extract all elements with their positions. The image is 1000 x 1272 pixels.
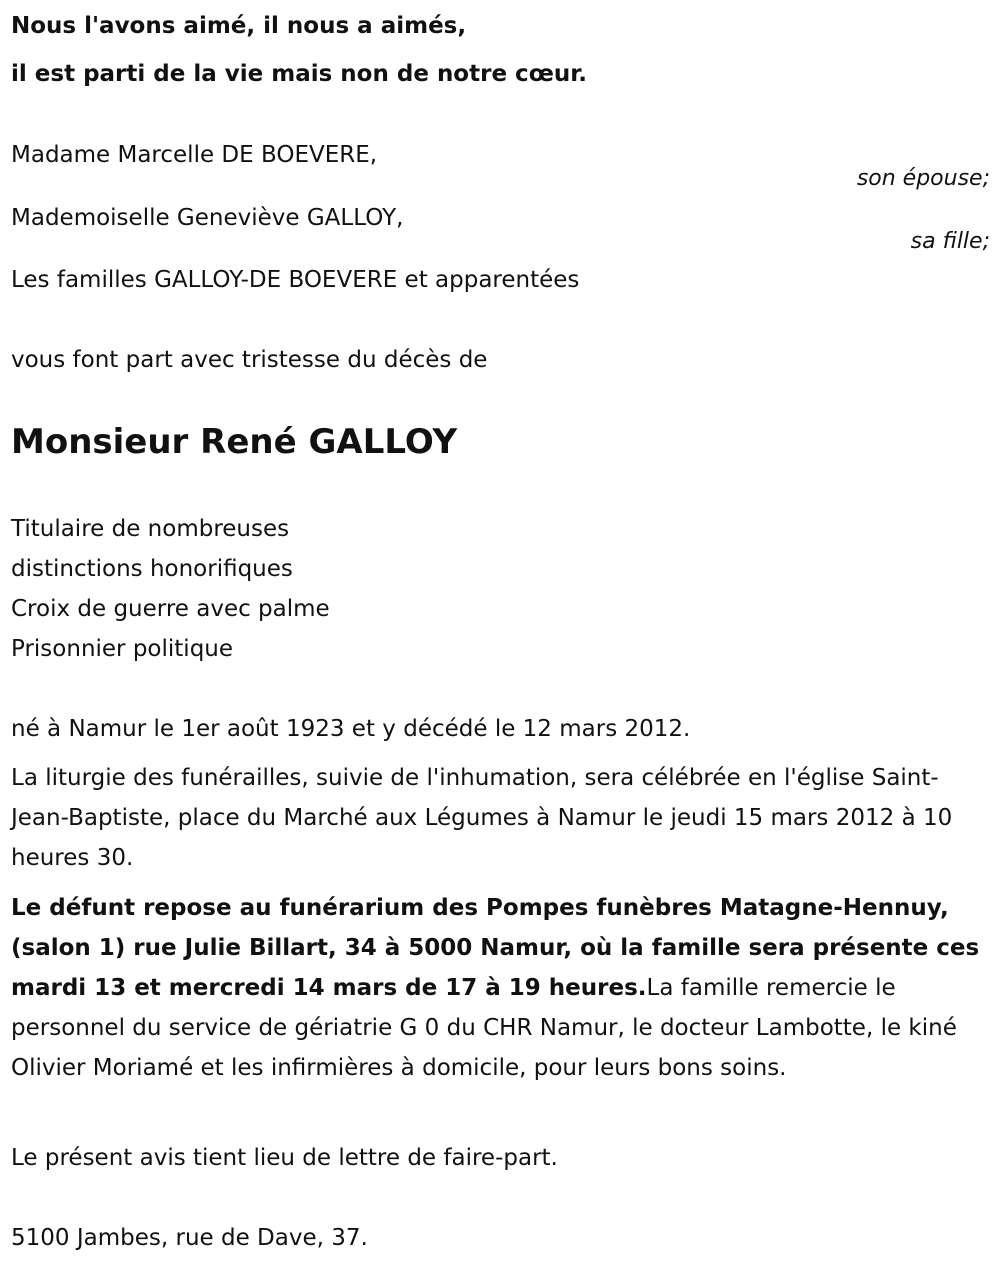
funerarium-bold-text: Le défunt repose au funérarium des Pompes funèbres Matagne-Hennuy, (salon 1) rue Julie Billart, 34 à 5000 Namur, où la famille sera présente ces mardi 13 et mercredi 14 mars de 17 à 19 heures.: [11, 895, 980, 1001]
notice-line: Le présent avis tient lieu de lettre de faire-part.: [11, 1145, 558, 1171]
announcement-line: vous font part avec tristesse du décès de: [11, 347, 488, 373]
thanks-text: La famille remercie le personnel du service de gériatrie G 0 du CHR Namur, le docteur Lambotte, le kiné Olivier Moriamé et les infirmières à domicile, pour leurs bons soins.: [11, 975, 957, 1081]
liturgy-paragraph: La liturgie des funérailles, suivie de l'inhumation, sera célébrée en l'église Saint-Jean-Baptiste, place du Marché aux Légumes à Namur le jeudi 15 mars 2012 à 10 heures 30.: [11, 765, 953, 871]
epigraph-line-2: il est parti de la vie mais non de notre cœur.: [11, 61, 588, 87]
daughter-role: sa fille;: [910, 229, 990, 254]
distinction-line: Croix de guerre avec palme: [11, 596, 330, 622]
address-line: 5100 Jambes, rue de Dave, 37.: [11, 1225, 368, 1251]
funerarium-paragraph: [11, 888, 986, 1088]
daughter-name: Mademoiselle Geneviève GALLOY,: [11, 205, 404, 231]
epigraph-line-1: Nous l'avons aimé, il nous a aimés,: [11, 13, 467, 39]
birth-death-line: né à Namur le 1er août 1923 et y décédé le 12 mars 2012.: [11, 716, 691, 742]
spouse-role: son épouse;: [856, 166, 990, 191]
distinction-line: Prisonnier politique: [11, 636, 234, 662]
distinction-line: Titulaire de nombreuses: [11, 516, 290, 542]
distinction-line: distinctions honorifiques: [11, 556, 293, 582]
families-line: Les familles GALLOY-DE BOEVERE et apparentées: [11, 267, 580, 293]
spouse-name: Madame Marcelle DE BOEVERE,: [11, 142, 378, 168]
deceased-name: Monsieur René GALLOY: [11, 422, 458, 462]
